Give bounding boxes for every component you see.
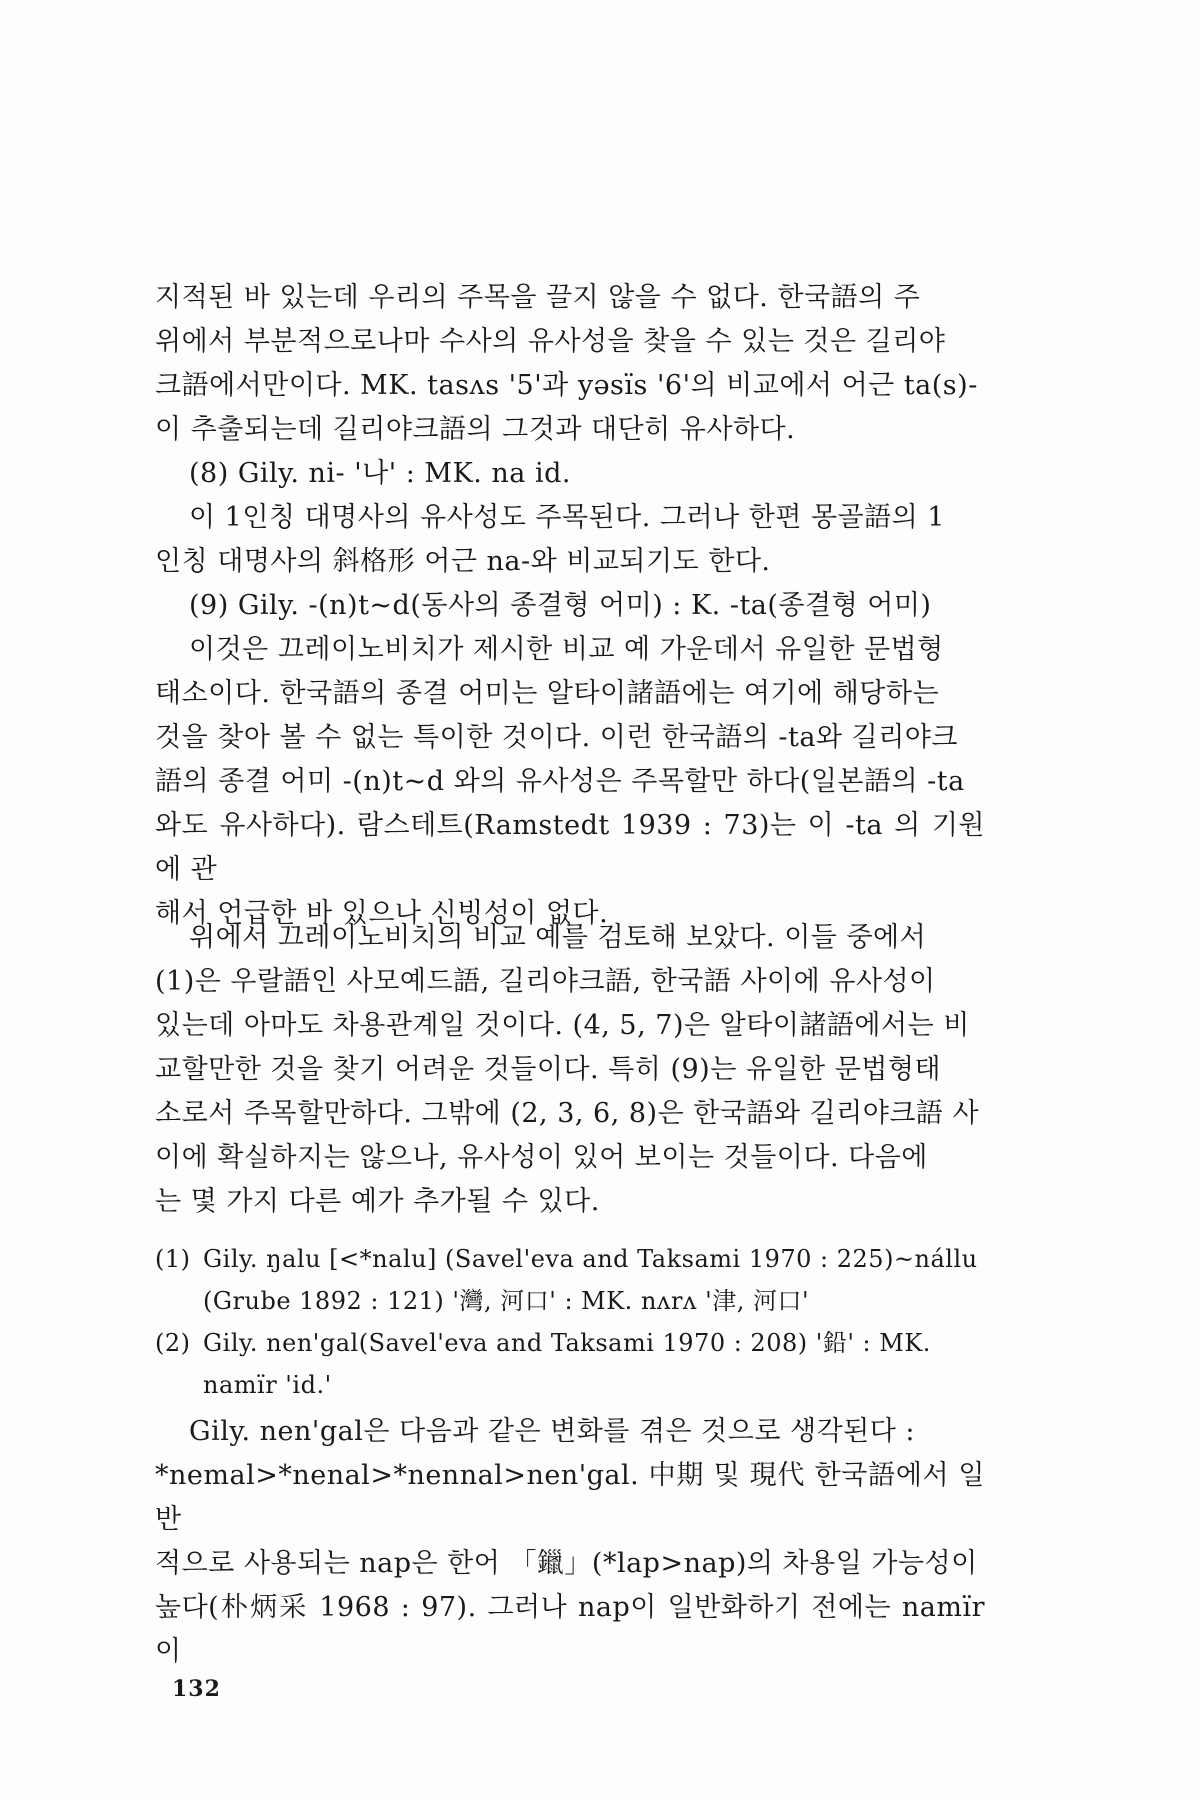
- text-line: 적으로 사용되는 nap은 한어 「鑞」(*lap>nap)의 차용일 가능성이: [155, 1548, 978, 1579]
- text-line: 있는데 아마도 차용관계일 것이다. (4, 5, 7)은 알타이諸語에서는 비: [155, 1010, 970, 1041]
- paragraph-numerals-and-pronouns: [155, 276, 985, 936]
- text-line: 와도 유사하다). 람스테트(Ramstedt 1939 : 73)는 이 -ta 의 기원에 관: [155, 810, 985, 885]
- example-text: Gily. nen'gal(Savel'eva and Taksami 1970 : 208) '鉛' : MK.: [203, 1329, 931, 1357]
- paragraph-summary: [155, 916, 985, 1224]
- text-line: *nemal>*nenal>*nennal>nen'gal. 中期 및 現代 한국語에서 일반: [155, 1460, 985, 1535]
- text-line: 語의 종결 어미 -(n)t~d 와의 유사성은 주목할만 하다(일본語의 -ta: [155, 766, 965, 797]
- example-continuation: (Grube 1892 : 121) '灣, 河口' : MK. nʌrʌ '津, 河口': [203, 1287, 810, 1315]
- text-line: 인칭 대명사의 斜格形 어근 na-와 비교되기도 한다.: [155, 546, 771, 577]
- text-line: 해서 언급한 바 있으나 신빙성이 없다.: [155, 898, 609, 929]
- example-heading-9: (9) Gily. -(n)t~d(동사의 종결형 어미) : K. -ta(종결형 어미): [189, 590, 932, 621]
- text-line: 크語에서만이다. MK. tasʌs '5'과 yəsïs '6'의 비교에서 어근 ta(s)-: [155, 370, 978, 401]
- example-item-2: [155, 1322, 985, 1364]
- paragraph-nengal-discussion: [155, 1410, 985, 1674]
- example-number: (2): [155, 1329, 191, 1357]
- text-line: 이 1인칭 대명사의 유사성도 주목된다. 그러나 한편 몽골語의 1: [189, 502, 945, 533]
- text-line: 위에서 끄레이노비치의 비교 예를 검토해 보았다. 이들 중에서: [189, 922, 927, 953]
- example-continuation: namïr 'id.': [203, 1371, 332, 1399]
- text-line: 높다(朴炳采 1968 : 97). 그러나 nap이 일반화하기 전에는 namïr이: [155, 1592, 985, 1667]
- text-line: 소로서 주목할만하다. 그밖에 (2, 3, 6, 8)은 한국語와 길리야크語 사: [155, 1098, 980, 1129]
- text-line: 지적된 바 있는데 우리의 주목을 끌지 않을 수 없다. 한국語의 주: [155, 282, 921, 313]
- example-number: (1): [155, 1245, 191, 1273]
- example-list: [155, 1238, 985, 1406]
- text-line: (1)은 우랄語인 사모예드語, 길리야크語, 한국語 사이에 유사성이: [155, 966, 936, 997]
- text-line: Gily. nen'gal은 다음과 같은 변화를 겪은 것으로 생각된다 :: [189, 1416, 916, 1447]
- text-line: 이 추출되는데 길리야크語의 그것과 대단히 유사하다.: [155, 414, 796, 445]
- example-item-1: [155, 1238, 985, 1280]
- text-line: 교할만한 것을 찾기 어려운 것들이다. 특히 (9)는 유일한 문법형태: [155, 1054, 942, 1085]
- text-line: 위에서 부분적으로나마 수사의 유사성을 찾을 수 있는 것은 길리야: [155, 326, 946, 357]
- example-heading-8: (8) Gily. ni- '나' : MK. na id.: [189, 458, 571, 489]
- text-line: 태소이다. 한국語의 종결 어미는 알타이諸語에는 여기에 해당하는: [155, 678, 940, 709]
- text-line: 것을 찾아 볼 수 없는 특이한 것이다. 이런 한국語의 -ta와 길리야크: [155, 722, 958, 753]
- page-number: 132: [172, 1676, 221, 1702]
- example-text: Gily. ŋalu [<*nalu] (Savel'eva and Taksami 1970 : 225)~nállu: [203, 1245, 978, 1273]
- text-line: 는 몇 가지 다른 예가 추가될 수 있다.: [155, 1186, 600, 1217]
- text-line: 이것은 끄레이노비치가 제시한 비교 예 가운데서 유일한 문법형: [189, 634, 944, 665]
- text-line: 이에 확실하지는 않으나, 유사성이 있어 보이는 것들이다. 다음에: [155, 1142, 928, 1173]
